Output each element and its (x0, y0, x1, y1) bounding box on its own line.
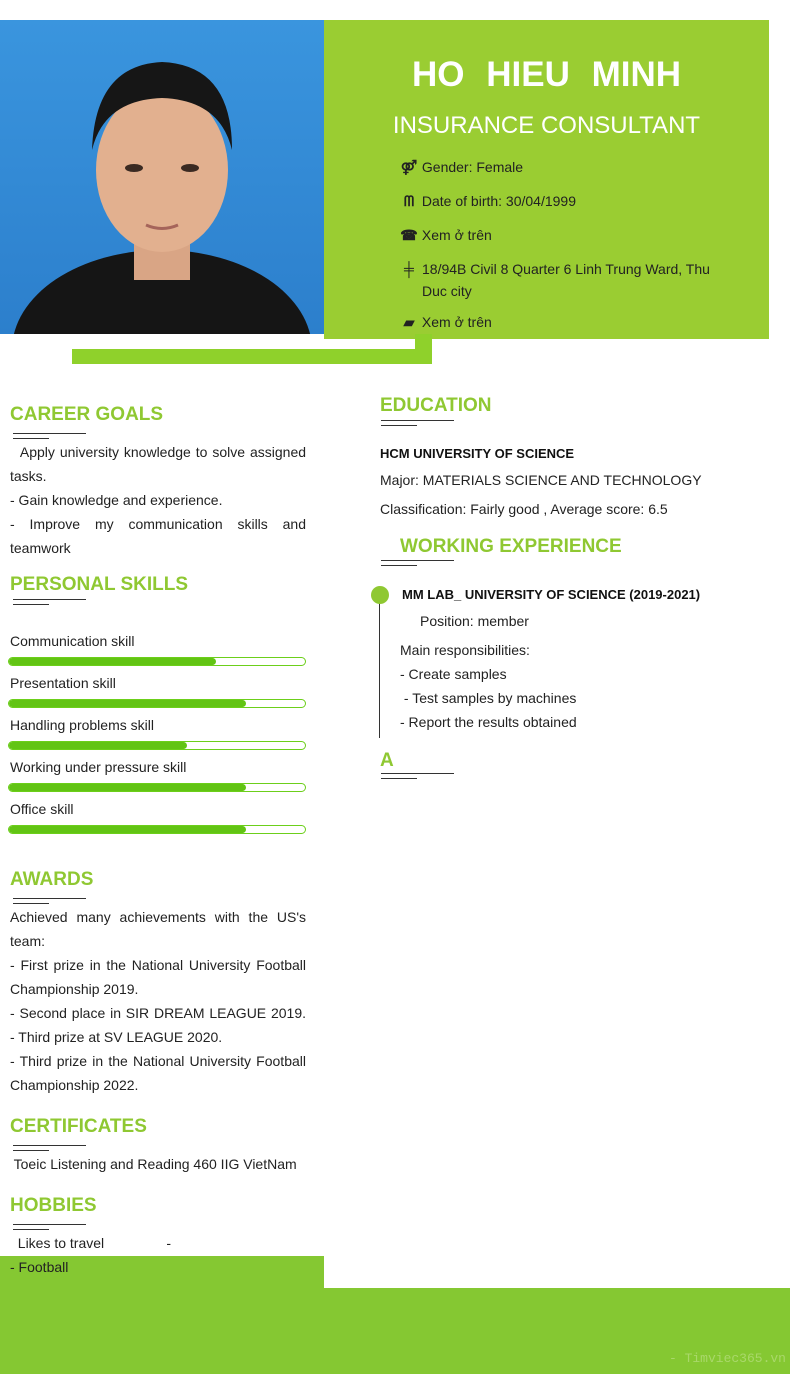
info-birthdate-text: Date of birth: 30/04/1999 (421, 193, 576, 209)
education-major: Major: MATERIALS SCIENCE AND TECHNOLOGY (380, 472, 702, 488)
section-underline (381, 778, 417, 779)
skill-label: Presentation skill (10, 675, 116, 691)
decorative-bar (72, 349, 432, 364)
section-underline (381, 565, 417, 566)
info-phone (400, 224, 720, 246)
award-line: - Third prize in the National University Football Championship 2022. (10, 1053, 306, 1093)
mail-icon: ▰ (403, 314, 415, 330)
info-birthdate (400, 190, 720, 212)
person-silhouette (0, 20, 324, 334)
certificates-title: CERTIFICATES (10, 1116, 147, 1137)
section-underline (381, 773, 454, 774)
awards-text (10, 905, 306, 1097)
hobbies-line: - Football (10, 1259, 69, 1275)
skill-bar (8, 657, 306, 666)
skill-label: Handling problems skill (10, 717, 154, 733)
personal-skills-title: PERSONAL SKILLS (10, 574, 189, 595)
section-underline (13, 898, 86, 899)
career-goal-line: - Gain knowledge and experience. (10, 492, 223, 508)
certificate-text: Toeic Listening and Reading 460 IIG VietNam (10, 1156, 297, 1172)
career-goal-line: Apply university knowledge to solve assigned tasks. (10, 444, 310, 484)
gender-icon: ⚤ (400, 159, 418, 175)
skill-label: Office skill (10, 801, 74, 817)
skill-bar (8, 741, 306, 750)
decorative-bar-vertical (415, 334, 432, 364)
section-underline (13, 599, 86, 600)
signpost-icon: ╪ (404, 261, 414, 277)
watermark: - Timviec365.vn (668, 1351, 786, 1366)
responsibility-item: - Report the results obtained (400, 714, 577, 730)
awards-title: AWARDS (10, 869, 94, 890)
skill-bar-fill (9, 658, 216, 665)
career-goals-text (10, 440, 310, 560)
education-classification: Classification: Fairly good , Average score: 6.5 (380, 501, 668, 517)
header-panel (324, 20, 769, 339)
section-underline (13, 1229, 49, 1230)
extra-section-title: A (380, 750, 394, 771)
school-name: HCM UNIVERSITY OF SCIENCE (380, 446, 575, 461)
info-gender (400, 156, 720, 178)
award-line: - First prize in the National University Football Championship 2019. (10, 957, 306, 997)
job-title: INSURANCE CONSULTANT (392, 112, 701, 139)
info-email (400, 311, 720, 333)
timeline-dot (371, 586, 389, 604)
responsibilities-title: Main responsibilities: (400, 642, 530, 658)
hobbies-title: HOBBIES (10, 1195, 97, 1216)
skill-bar (8, 699, 306, 708)
info-address-text: 18/94B Civil 8 Quarter 6 Linh Trung Ward, Thu Duc city (422, 261, 710, 299)
timeline-line (379, 596, 380, 738)
award-line: - Second place in SIR DREAM LEAGUE 2019. - Third prize at SV LEAGUE 2020. (10, 1005, 306, 1045)
award-line: Achieved many achievements with the US's team: (10, 909, 306, 949)
phone-icon: ☎ (400, 227, 418, 243)
skill-bar (8, 825, 306, 834)
skill-bar (8, 783, 306, 792)
section-underline (13, 1224, 86, 1225)
skill-label: Working under pressure skill (10, 759, 187, 775)
skill-label: Communication skill (10, 633, 135, 649)
profile-photo (0, 20, 324, 334)
section-underline (13, 604, 49, 605)
section-underline (13, 1150, 49, 1151)
cake-icon: ᗰ (403, 193, 415, 209)
candidate-name: HO HIEU MINH (412, 55, 681, 94)
section-underline (13, 903, 49, 904)
section-underline (13, 1145, 86, 1146)
section-underline (13, 438, 49, 439)
info-email-text: Xem ở trên (421, 314, 492, 330)
section-underline (381, 560, 454, 561)
info-phone-text: Xem ở trên (421, 227, 492, 243)
education-title: EDUCATION (380, 395, 492, 416)
skill-bar-fill (9, 784, 246, 791)
skill-bar-fill (9, 826, 246, 833)
section-underline (381, 420, 454, 421)
info-address (400, 258, 720, 302)
skill-bar-fill (9, 742, 187, 749)
company-name: MM LAB_ UNIVERSITY OF SCIENCE (2019-2021) (402, 587, 701, 602)
hobbies-line: Likes to travel - (10, 1235, 172, 1251)
working-experience-title: WORKING EXPERIENCE (400, 536, 622, 557)
responsibility-item: - Test samples by machines (400, 690, 577, 706)
info-gender-text: Gender: Female (421, 159, 524, 175)
section-underline (13, 433, 86, 434)
career-goals-title: CAREER GOALS (10, 404, 164, 425)
position: Position: member (420, 613, 529, 629)
section-underline (381, 425, 417, 426)
skill-bar-fill (9, 700, 246, 707)
responsibility-item: - Create samples (400, 666, 507, 682)
career-goal-line: - Improve my communication skills and teamwork (10, 516, 306, 556)
